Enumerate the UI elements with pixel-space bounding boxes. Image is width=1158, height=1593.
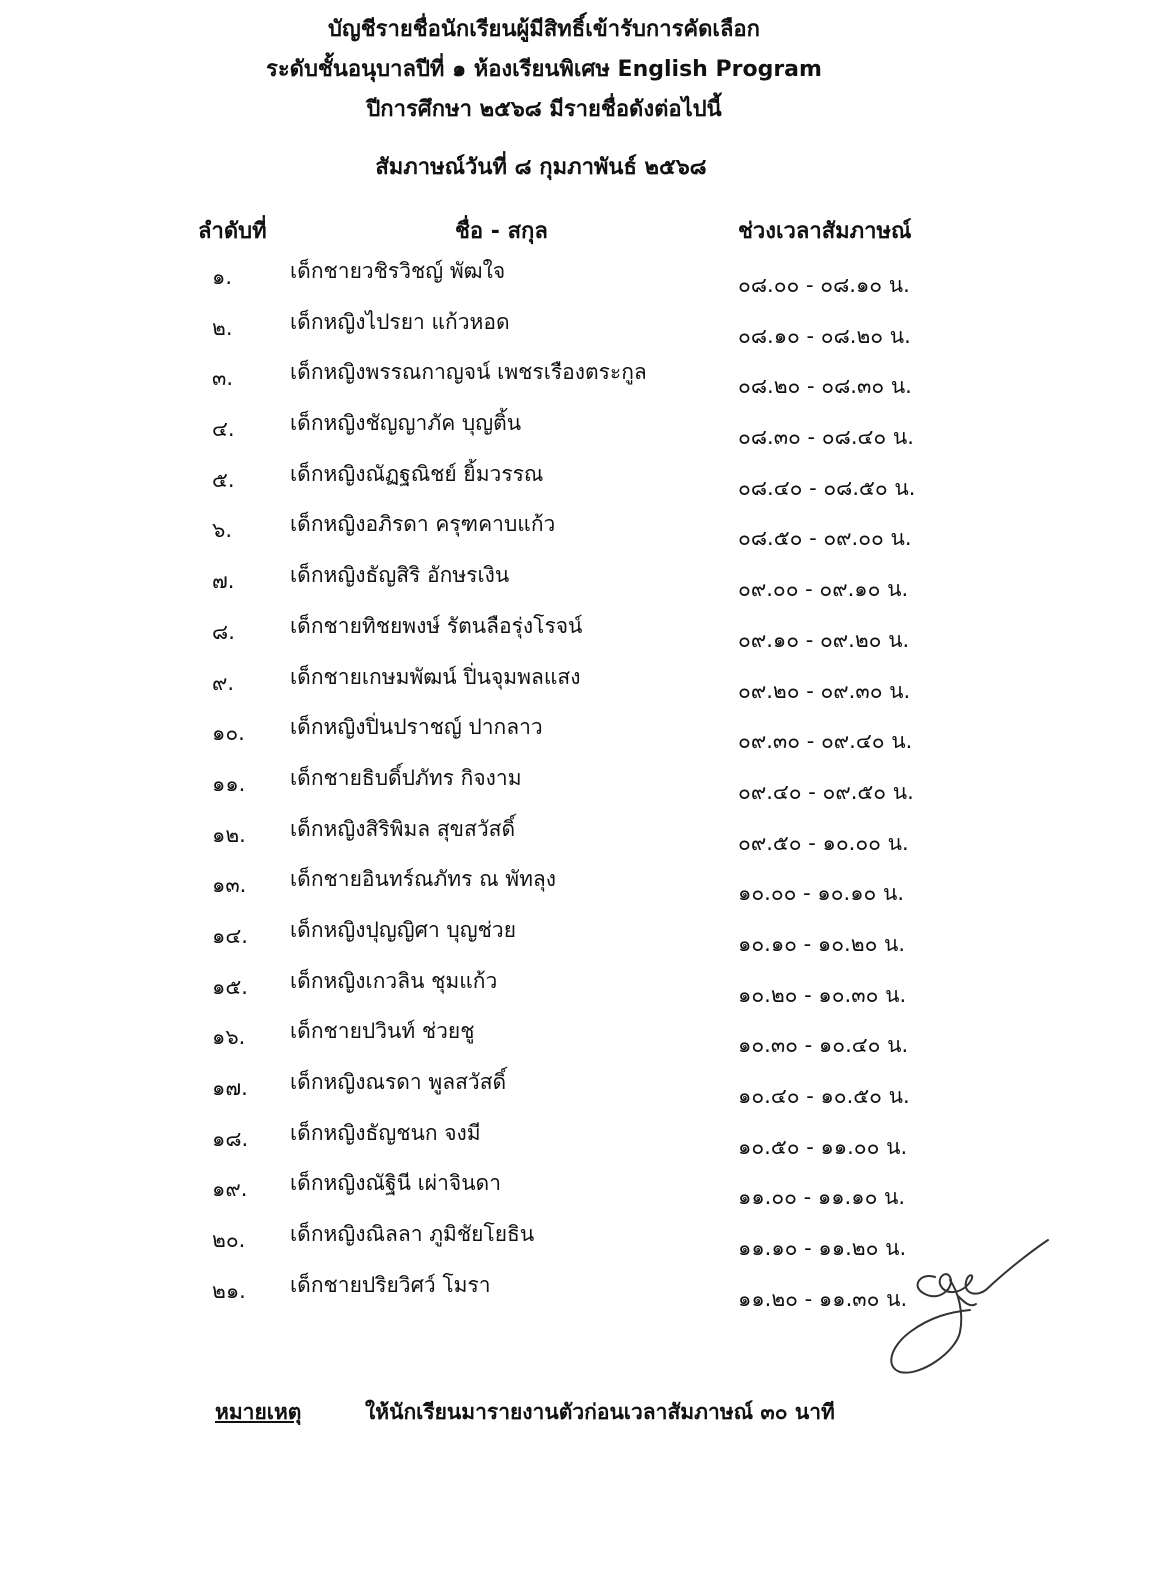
column-header-time: ช่วงเวลาสัมภาษณ์ [738,219,912,244]
table-row [0,407,1158,458]
student-list [0,255,1158,1319]
header-academic-year: ปีการศึกษา ๒๕๖๘ มีรายชื่อดังต่อไปนี้ [366,97,722,122]
student-name: เด็กหญิงปุญญิศา บุญช่วย [290,917,517,942]
student-name: เด็กหญิงปิ่นปราชญ์ ปากลาว [290,715,543,740]
table-row [0,965,1158,1016]
interview-date: สัมภาษณ์วันที่ ๘ กุมภาพันธ์ ๒๕๖๘ [375,155,707,180]
interview-time: ๑๐.๐๐ - ๑๐.๑๐ น. [738,881,905,906]
student-name: เด็กหญิงณัฐินี เผ่าจินดา [290,1171,501,1196]
table-row [0,863,1158,914]
interview-time: ๐๙.๕๐ - ๑๐.๐๐ น. [738,830,909,855]
document-header [0,10,1088,130]
table-row [0,1015,1158,1066]
table-row [0,458,1158,509]
student-name: เด็กชายอินทร์ณภัทร ณ พัทลุง [290,867,557,892]
row-number: ๑๖. [212,1025,246,1050]
signature-icon [880,1232,1055,1382]
row-number: ๑๗. [212,1076,248,1100]
row-number: ๑๘. [212,1126,249,1151]
interview-time: ๐๙.๐๐ - ๐๙.๑๐ น. [738,577,909,602]
interview-time: ๐๘.๕๐ - ๐๙.๐๐ น. [738,526,912,551]
student-name: เด็กหญิงพรรณกาญจน์ เพชรเรืองตระกูล [290,360,647,385]
interview-time: ๐๙.๔๐ - ๐๙.๕๐ น. [738,779,914,804]
header-title: บัญชีรายชื่อนักเรียนผู้มีสิทธิ์เข้ารับการคัดเลือก [328,17,760,42]
student-name: เด็กหญิงธัญสิริ อักษรเงิน [290,563,510,588]
student-name: เด็กหญิงธัญชนก จงมี [290,1120,481,1145]
interview-time: ๐๙.๒๐ - ๐๙.๓๐ น. [738,678,911,703]
row-number: ๑๐. [212,721,245,746]
interview-time: ๑๐.๒๐ - ๑๐.๓๐ น. [738,982,907,1007]
table-row [0,356,1158,407]
student-name: เด็กหญิงชัญญาภัค บุญติ้น [290,411,522,436]
interview-time: ๑๐.๔๐ - ๑๐.๕๐ น. [738,1084,910,1108]
interview-time: ๐๘.๓๐ - ๐๘.๔๐ น. [738,425,914,450]
row-number: ๑๒. [212,822,246,847]
interview-time: ๑๑.๐๐ - ๑๑.๑๐ น. [738,1185,906,1210]
student-name: เด็กหญิงณิลลา ภูมิชัยโยธิน [290,1222,535,1247]
student-name: เด็กชายทิชยพงษ์ รัตนลือรุ่งโรจน์ [290,613,583,638]
table-row [0,559,1158,610]
row-number: ๑๔. [212,923,248,948]
header-level: ระดับชั้นอนุบาลปีที่ ๑ ห้องเรียนพิเศษ English Program [266,57,822,82]
student-name: เด็กชายปริยวิศว์ โมรา [290,1272,491,1297]
table-row [0,1167,1158,1218]
table-row [0,914,1158,965]
interview-time: ๐๘.๑๐ - ๐๘.๒๐ น. [738,323,911,348]
row-number: ๗. [212,569,235,594]
interview-time: ๑๐.๕๐ - ๑๑.๐๐ น. [738,1134,908,1159]
table-row [0,610,1158,661]
row-number: ๑๕. [212,974,248,999]
interview-time: ๐๘.๐๐ - ๐๘.๑๐ น. [738,273,910,297]
student-name: เด็กหญิงณรดา พูลสวัสดิ์ [290,1070,507,1094]
interview-time: ๑๐.๓๐ - ๑๐.๔๐ น. [738,1033,909,1058]
row-number: ๑๙. [212,1177,248,1202]
row-number: ๒. [212,315,233,340]
interview-time: ๐๘.๔๐ - ๐๘.๕๐ น. [738,475,916,500]
student-name: เด็กหญิงอภิรดา ครุฑคาบแก้ว [290,512,556,537]
student-name: เด็กหญิงเกวลิน ชุมแก้ว [290,968,498,993]
interview-time: ๑๑.๒๐ - ๑๑.๓๐ น. [738,1286,908,1311]
table-row [0,1066,1158,1117]
row-number: ๘. [212,619,235,644]
table-row [0,508,1158,559]
row-number: ๔. [212,417,235,442]
row-number: ๓. [212,366,234,391]
interview-time: ๐๙.๓๐ - ๐๙.๔๐ น. [738,729,913,754]
table-row [0,306,1158,357]
table-row [0,813,1158,864]
interview-time: ๑๑.๑๐ - ๑๑.๒๐ น. [738,1236,907,1261]
row-number: ๑๑. [212,771,246,796]
note-text: ให้นักเรียนมารายงานตัวก่อนเวลาสัมภาษณ์ ๓๐ นาที [365,1400,835,1424]
row-number: ๒๑. [212,1278,246,1303]
column-header-name: ชื่อ - สกุล [455,219,548,244]
interview-time: ๐๙.๑๐ - ๐๙.๒๐ น. [738,627,910,652]
interview-time: ๐๘.๒๐ - ๐๘.๓๐ น. [738,374,912,399]
table-row [0,661,1158,712]
column-header-no: ลำดับที่ [198,219,267,244]
student-name: เด็กชายเกษมพัฒน์ ปิ่นจุมพลแสง [290,664,581,689]
row-number: ๑. [212,265,233,289]
table-row [0,1117,1158,1168]
student-name: เด็กหญิงสิริพิมล สุขสวัสดิ์ [290,816,516,841]
note-label: หมายเหตุ [215,1400,302,1424]
student-name: เด็กชายปวินท์ ช่วยชู [290,1019,475,1044]
row-number: ๙. [212,670,235,695]
interview-time: ๑๐.๑๐ - ๑๐.๒๐ น. [738,931,906,956]
student-name: เด็กหญิงณัฏฐณิชย์ ยิ้มวรรณ [290,461,544,486]
row-number: ๖. [212,518,233,543]
student-name: เด็กชายธิบดิ์ปภัทร กิจงาม [290,765,522,790]
row-number: ๑๓. [212,873,247,898]
table-row [0,762,1158,813]
table-row [0,255,1158,306]
row-number: ๒๐. [212,1228,246,1253]
student-name: เด็กหญิงไปรยา แก้วหอด [290,309,510,334]
table-row [0,711,1158,762]
row-number: ๕. [212,467,235,492]
student-name: เด็กชายวชิรวิชญ์ พัฒใจ [290,259,506,283]
